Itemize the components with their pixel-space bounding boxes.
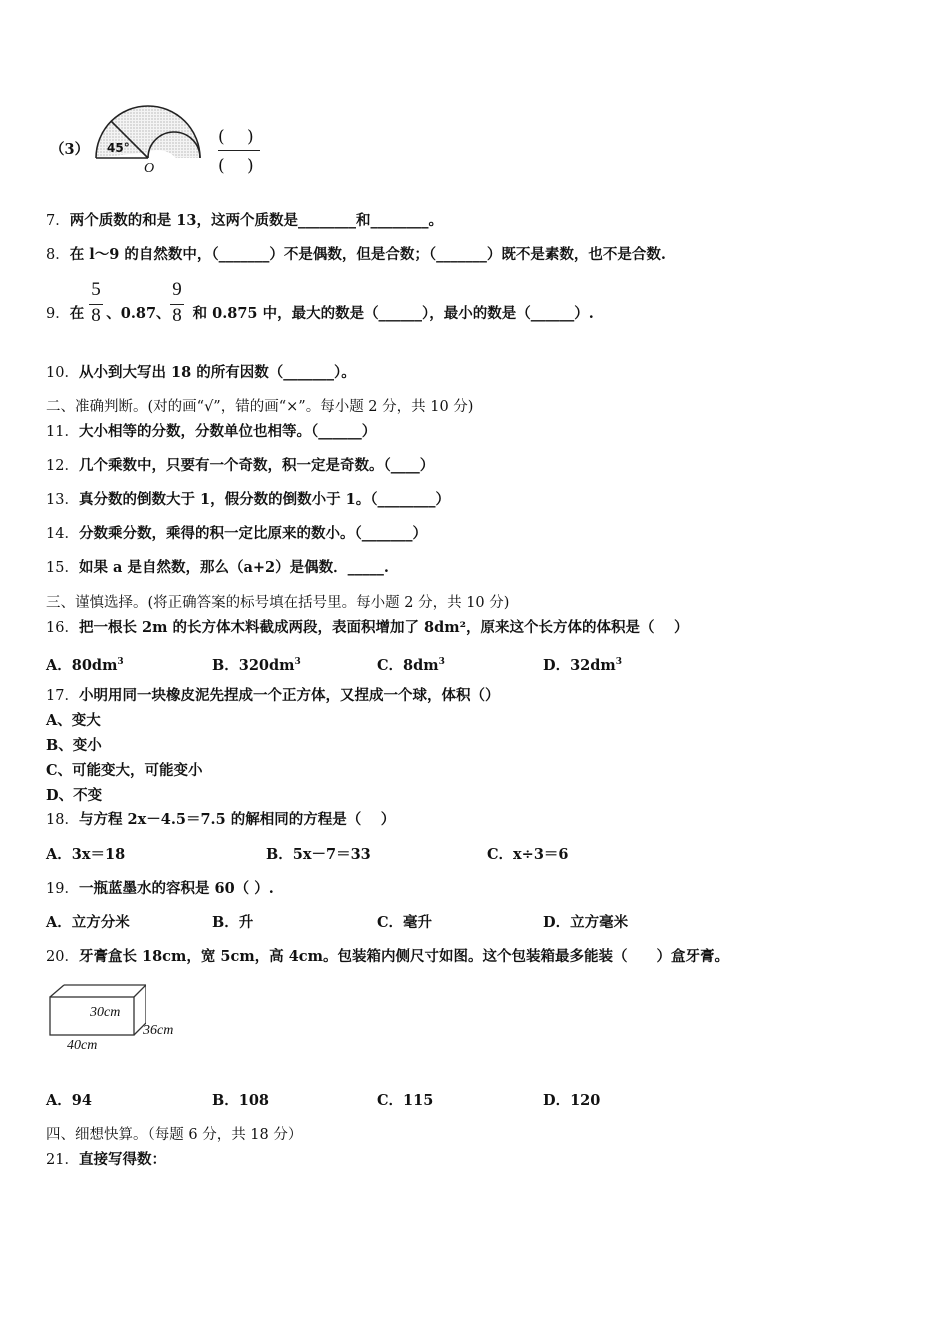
- box-length-label: 40cm: [67, 1038, 98, 1053]
- question-text: 几个乘数中，只要有一个奇数，积一定是奇数。（____）: [78, 457, 435, 474]
- q19-option-b: B．升: [212, 914, 254, 931]
- q20-option-b: B．108: [212, 1092, 270, 1109]
- q18-option-a: A．3x＝18: [46, 846, 126, 863]
- question-number: 12．: [46, 458, 79, 474]
- question-text: 真分数的倒数大于 1，假分数的倒数小于 1。（________）: [78, 491, 450, 508]
- q16-option-a: A．$80dm^3$: [46, 656, 124, 674]
- question-7: [46, 211, 443, 231]
- question-17: [46, 686, 499, 706]
- q19-option-c: C．毫升: [377, 914, 433, 931]
- question-19: [46, 879, 274, 899]
- question-text-post: 和 0.875 中，最大的数是（______），最小的数是（______）.: [192, 305, 594, 322]
- question-text: 把一根长 2m 的长方体木料截成两段，表面积增加了 8dm²，原来这个长方体的体积是（ ）: [78, 619, 689, 636]
- q16-option-d: D．$32dm^3$: [543, 656, 622, 674]
- origin-label: O: [144, 161, 155, 176]
- question-number: 11．: [46, 424, 79, 440]
- question-text: 两个质数的和是 13，这两个质数是________和________。: [69, 212, 443, 229]
- section-4-heading: 四、细想快算。（每题 6 分，共 18 分）: [46, 1127, 303, 1143]
- question-number: 17．: [46, 688, 79, 704]
- q19-option-a: A．立方分米: [46, 914, 130, 931]
- question-text: 在 l～9 的自然数中，（_______）不是偶数，但是合数；（_______）既不是素数，也不是合数.: [69, 246, 666, 263]
- question-text: 小明用同一块橡皮泥先捏成一个正方体，又捏成一个球，体积（）: [78, 687, 500, 704]
- question-14: [46, 524, 427, 544]
- question-text: 如果 a 是自然数，那么（a+2）是偶数．_____.: [78, 559, 389, 576]
- question-11: [46, 422, 376, 442]
- fraction-5-numerator: 5: [91, 279, 101, 300]
- question-9: [46, 304, 594, 324]
- question-number: 7．: [46, 213, 70, 229]
- q16-option-b: B．$320dm^3$: [212, 656, 301, 674]
- question-text: 大小相等的分数，分数单位也相等。（______）: [78, 423, 377, 440]
- fraction-top: ( ): [218, 127, 254, 147]
- question-number: 9．: [46, 306, 70, 322]
- question-text: 与方程 2x－4.5＝7.5 的解相同的方程是（ ）: [78, 811, 396, 828]
- question-text: 直接写得数：: [78, 1151, 166, 1168]
- angle-label: 45°: [107, 141, 130, 155]
- fraction-5-denominator: 8: [91, 305, 101, 326]
- question-number: 18．: [46, 812, 79, 828]
- question-13: [46, 490, 450, 510]
- question-text: 从小到大写出 18 的所有因数（_______）。: [78, 364, 356, 381]
- question-21: [46, 1150, 166, 1170]
- question-10: [46, 363, 356, 383]
- question-number: 15．: [46, 560, 79, 576]
- fraction-9-numerator: 9: [172, 279, 182, 300]
- q16-option-c: C．$8dm^3$: [377, 656, 445, 674]
- q17-option-a: A、变大: [46, 712, 101, 729]
- q19-option-d: D．立方毫米: [543, 914, 629, 931]
- fraction-9-denominator: 8: [172, 305, 182, 326]
- question-15: [46, 558, 389, 578]
- q17-option-c: C、可能变大，可能变小: [46, 762, 203, 779]
- question-number: 20．: [46, 949, 79, 965]
- q6-part3-label: （3）: [50, 141, 90, 158]
- question-12: [46, 456, 434, 476]
- question-number: 14．: [46, 526, 79, 542]
- question-text: 一瓶蓝墨水的容积是 60（ ）.: [78, 880, 274, 897]
- question-text-mid: 、0.87、: [106, 305, 171, 322]
- section-2-heading: 二、准确判断。(对的画“√”，错的画“×”。每小题 2 分，共 10 分): [46, 399, 474, 415]
- q20-option-a: A．94: [46, 1092, 92, 1109]
- question-20: [46, 947, 729, 967]
- q17-option-d: D、不变: [46, 787, 103, 804]
- question-16: [46, 618, 689, 638]
- question-number: 13．: [46, 492, 79, 508]
- q17-option-b: B、变小: [46, 737, 102, 754]
- question-text-pre: 在: [69, 305, 85, 322]
- question-18: [46, 810, 395, 830]
- question-8: [46, 245, 666, 265]
- q20-option-c: C．115: [377, 1092, 434, 1109]
- box-width-label: 36cm: [143, 1023, 174, 1038]
- question-number: 8．: [46, 247, 70, 263]
- question-number: 10．: [46, 365, 79, 381]
- question-number: 21．: [46, 1152, 79, 1168]
- q18-option-b: B．5x－7＝33: [266, 846, 371, 863]
- q18-option-c: C．x÷3＝6: [487, 846, 569, 863]
- question-text: 分数乘分数，乘得的积一定比原来的数小。（_______）: [78, 525, 427, 542]
- question-number: 19．: [46, 881, 79, 897]
- fraction-bottom: ( ): [218, 156, 254, 176]
- question-text: 牙膏盒长 18cm，宽 5cm，高 4cm。包装箱内侧尺寸如图。这个包装箱最多能装（ ）盒牙膏。: [78, 948, 729, 965]
- question-number: 16．: [46, 620, 79, 636]
- q20-option-d: D．120: [543, 1092, 601, 1109]
- section-3-heading: 三、谨慎选择。(将正确答案的标号填在括号里。每小题 2 分，共 10 分): [46, 595, 510, 611]
- box-height-label: 30cm: [90, 1005, 121, 1020]
